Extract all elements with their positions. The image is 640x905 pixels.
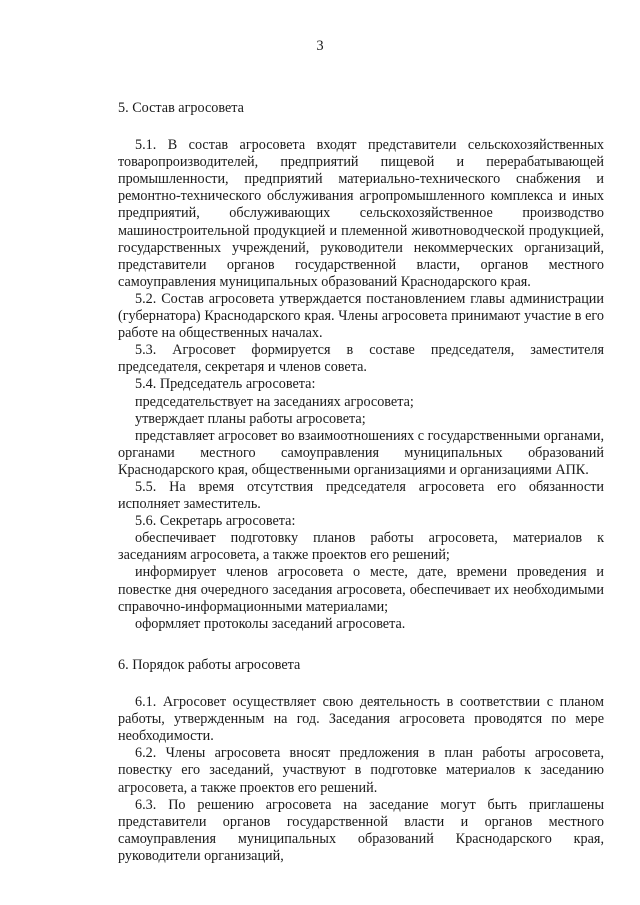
paragraph: 6.1. Агросовет осуществляет свою деятельность в соответствии с планом работы, утвержденным на год. Заседания агросовета проводятся по мере необходимости. xyxy=(118,694,604,745)
paragraph: оформляет протоколы заседаний агросовета. xyxy=(135,615,406,632)
paragraph: 5.6. Секретарь агросовета: xyxy=(135,513,296,530)
paragraph: 5.2. Состав агросовета утверждается постановлением главы администрации (губернатора) Краснодарского края. Члены агросовета принимают участие в его работе на общественных началах. xyxy=(118,290,604,342)
paragraph: обеспечивает подготовку планов работы агросовета, материалов к заседаниям агросовета, а также проектов его решений; xyxy=(118,530,604,564)
section-heading: 5. Состав агросовета xyxy=(118,100,244,116)
paragraph: утверждает планы работы агросовета; xyxy=(135,410,366,427)
paragraph: информирует членов агросовета о месте, дате, времени проведения и повестке дня очередного заседания агросовета, обеспечивает их необходимыми справочно-информационными материалами; xyxy=(118,564,604,615)
paragraph: 5.4. Председатель агросовета: xyxy=(135,376,316,393)
paragraph: 5.5. На время отсутствия председателя агросовета его обязанности исполняет заместитель. xyxy=(118,478,604,513)
page-number: 3 xyxy=(316,38,324,54)
section-5 xyxy=(118,100,604,633)
paragraph: представляет агросовет во взаимоотношениях с государственными органами, органами местного самоуправления муниципальных образований Краснодарского края, общественными организациями и организациями АПК. xyxy=(118,427,604,478)
section-heading: 6. Порядок работы агросовета xyxy=(118,657,301,673)
paragraph: 6.2. Члены агросовета вносят предложения в план работы агросовета, повестку его заседаний, участвуют в подготовке материалов к заседанию агросовета, а также проектов его решений. xyxy=(118,745,604,796)
paragraph: председательствует на заседаниях агросовета; xyxy=(135,393,414,410)
section-6 xyxy=(118,657,604,865)
paragraph: 6.3. По решению агросовета на заседание могут быть приглашены представители органов государственной власти и органов местного самоуправления муниципальных образований Краснодарского края, руководители организаций, xyxy=(118,796,604,864)
paragraph: 5.3. Агросовет формируется в составе председателя, заместителя председателя, секретаря и членов совета. xyxy=(118,342,604,376)
paragraph: 5.1. В состав агросовета входят представители сельскохозяйственных товаропроизводителей, предприятий пищевой и перерабатывающей промышленности, предприятий материально-технического снабжения и ремонтно-технического обслуживания агропромышленного комплекса и иных предприятий, обслуживающих сельскохозяйственное производство машиностроительной продукцией и племенной животноводческой продукцией, государственных учреждений, руководители некоммерческих организаций, представители органов государственной власти, органов местного самоуправления муниципальных образований Краснодарского края. xyxy=(118,137,604,290)
